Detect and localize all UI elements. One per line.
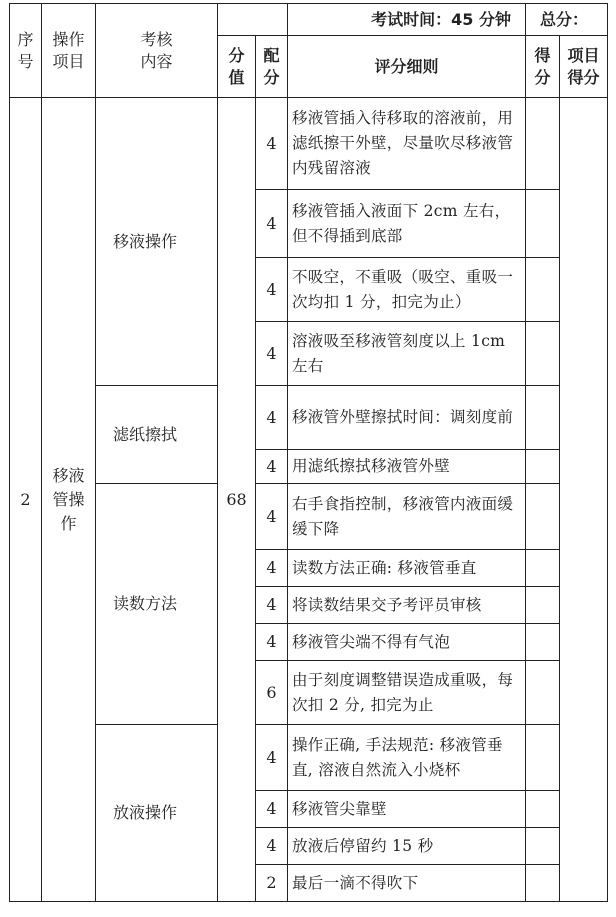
row-seq: 2 [10, 98, 42, 902]
rule-points: 4 [256, 386, 288, 450]
rule-points: 4 [256, 450, 288, 484]
rule-points: 4 [256, 258, 288, 322]
header-item: 操作 项目 [42, 4, 96, 98]
rule-points: 4 [256, 791, 288, 828]
rule-text: 移液管插入液面下 2cm 左右，但不得插到底部 [288, 190, 526, 258]
score-cell[interactable] [526, 865, 560, 902]
score-cell[interactable] [526, 828, 560, 865]
score-cell[interactable] [526, 322, 560, 386]
rule-text: 最后一滴不得吹下 [288, 865, 526, 902]
header-alloc: 配 分 [256, 36, 288, 98]
scoring-table [9, 3, 608, 902]
section-name: 滤纸擦拭 [96, 386, 218, 484]
score-cell[interactable] [526, 661, 560, 725]
header-total: 总分： [526, 4, 608, 36]
rule-text: 读数方法正确: 移液管垂直 [288, 550, 526, 587]
score-cell[interactable] [526, 587, 560, 624]
rule-points: 4 [256, 828, 288, 865]
rule-points: 2 [256, 865, 288, 902]
row-item: 移液 管操 作 [42, 98, 96, 902]
rule-text: 操作正确, 手法规范: 移液管垂直, 溶液自然流入小烧杯 [288, 725, 526, 791]
rule-text: 不吸空，不重吸（吸空、重吸一次均扣 1 分，扣完为止） [288, 258, 526, 322]
rule-points: 4 [256, 725, 288, 791]
header-exam-time: 考试时间：45 分钟 [288, 4, 526, 36]
rule-points: 4 [256, 98, 288, 190]
header-seq: 序 号 [10, 4, 42, 98]
header-content: 考核 内容 [96, 4, 218, 98]
rule-points: 4 [256, 322, 288, 386]
section-name: 放液操作 [96, 725, 218, 902]
rule-text: 移液管尖靠壁 [288, 791, 526, 828]
header-blank [218, 4, 288, 36]
header-score: 得 分 [526, 36, 560, 98]
score-cell[interactable] [526, 450, 560, 484]
rule-text: 将读数结果交予考评员审核 [288, 587, 526, 624]
section-name: 读数方法 [96, 484, 218, 725]
rule-text: 移液管插入待移取的溶液前，用滤纸擦干外壁，尽量吹尽移液管内残留溶液 [288, 98, 526, 190]
row-value: 68 [218, 98, 256, 902]
table-row [10, 725, 608, 791]
score-cell[interactable] [526, 190, 560, 258]
header-value: 分 值 [218, 36, 256, 98]
rule-text: 移液管外壁擦拭时间：调刻度前 [288, 386, 526, 450]
score-cell[interactable] [526, 258, 560, 322]
rule-text: 移液管尖端不得有气泡 [288, 624, 526, 661]
rule-points: 4 [256, 484, 288, 550]
header-item-score: 项目 得分 [560, 36, 608, 98]
score-cell[interactable] [526, 98, 560, 190]
table-row [10, 484, 608, 550]
rule-text: 右手食指控制，移液管内液面缓缓下降 [288, 484, 526, 550]
score-cell[interactable] [526, 386, 560, 450]
score-cell[interactable] [526, 484, 560, 550]
rule-text: 由于刻度调整错误造成重吸，每次扣 2 分, 扣完为止 [288, 661, 526, 725]
score-cell[interactable] [526, 624, 560, 661]
rule-points: 4 [256, 190, 288, 258]
rule-text: 放液后停留约 15 秒 [288, 828, 526, 865]
score-cell[interactable] [526, 725, 560, 791]
section-name: 移液操作 [96, 98, 218, 386]
rule-text: 溶液吸至移液管刻度以上 1cm 左右 [288, 322, 526, 386]
score-cell[interactable] [526, 550, 560, 587]
header-detail: 评分细则 [288, 36, 526, 98]
table-row [10, 386, 608, 450]
rule-text: 用滤纸擦拭移液管外壁 [288, 450, 526, 484]
score-cell[interactable] [526, 791, 560, 828]
rule-points: 4 [256, 624, 288, 661]
rule-points: 6 [256, 661, 288, 725]
table-row [10, 98, 608, 190]
rule-points: 4 [256, 550, 288, 587]
rule-points: 4 [256, 587, 288, 624]
item-score-cell[interactable] [560, 98, 608, 902]
